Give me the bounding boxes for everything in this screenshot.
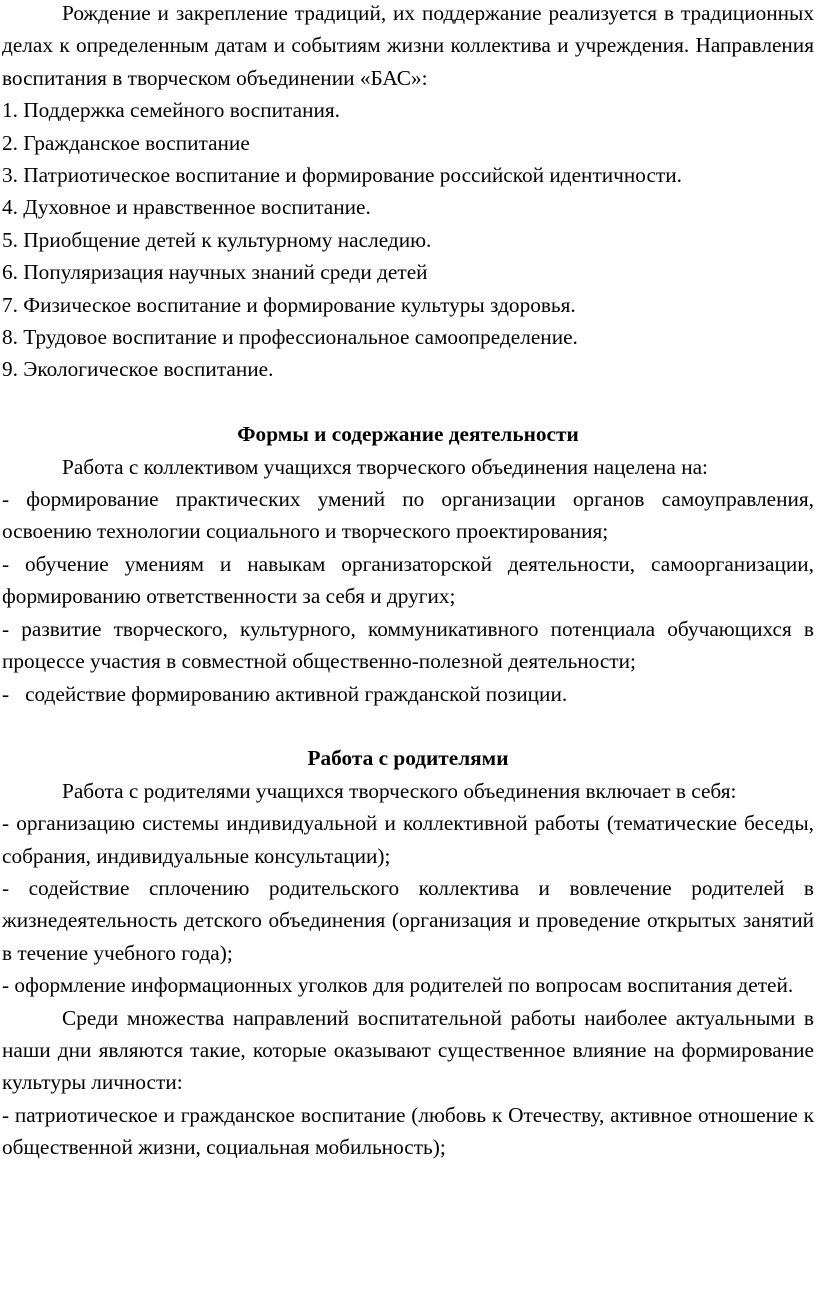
patriotic-item: - патриотическое и гражданское воспитание (любовь к Отечеству, активное отношение к общественной жизни, социальная мобильность);: [2, 1102, 814, 1160]
forms-item-4: - содействие формированию активной гражданской позиции.: [2, 681, 568, 706]
directions-list: [2, 94, 814, 386]
spacer: [2, 710, 814, 742]
parents-item-3: - оформление информационных уголков для родителей по вопросам воспитания детей.: [2, 973, 794, 998]
forms-item-1: - формирование практических умений по организации органов самоуправления, освоению технологии социального и творческого проектирования;: [2, 487, 814, 544]
parents-list: [2, 807, 814, 1001]
closing-paragraph: Среди множества направлений воспитательной работы наиболее актуальными в наши дни являются такие, которые оказывают существенное влияние на формирование культуры личности:: [2, 1005, 814, 1095]
direction-item-7: 7. Физическое воспитание и формирование культуры здоровья.: [2, 292, 576, 317]
forms-item-3: - развитие творческого, культурного, коммуникативного потенциала обучающихся в процессе участия в совместной общественно-полезной деятельности;: [2, 616, 814, 674]
parents-item-2: - содействие сплочению родительского коллектива и вовлечение родителей в жизнедеятельность детского объединения (организация и проведение открытых занятий в течение учебного года);: [2, 875, 814, 965]
forms-item-2: - обучение умениям и навыкам организаторской деятельности, самоорганизации, формированию ответственности за себя и других;: [2, 551, 814, 609]
forms-intro: Работа с коллективом учащихся творческого объединения нацелена на:: [62, 454, 708, 479]
direction-item-2: 2. Гражданское воспитание: [2, 130, 250, 155]
forms-list: [2, 483, 814, 710]
parents-item-1: - организацию системы индивидуальной и коллективной работы (тематические беседы, собрания, индивидуальные консультации);: [2, 811, 814, 868]
parents-heading: Работа с родителями: [307, 746, 509, 771]
parents-intro: Работа с родителями учащихся творческого объединения включает в себя:: [62, 778, 737, 803]
direction-item-4: 4. Духовное и нравственное воспитание.: [2, 195, 371, 220]
direction-item-8: 8. Трудовое воспитание и профессиональное самоопределение.: [2, 325, 578, 350]
direction-item-6: 6. Популяризация научных знаний среди детей: [2, 260, 428, 285]
direction-item-1: 1. Поддержка семейного воспитания.: [2, 98, 340, 123]
direction-item-9: 9. Экологическое воспитание.: [2, 357, 274, 382]
intro-paragraph: Рождение и закрепление традиций, их поддержание реализуется в традиционных делах к определенным датам и событиям жизни коллектива и учреждения. Направления воспитания в творческом объединении «БАС»:: [2, 1, 814, 90]
direction-item-5: 5. Приобщение детей к культурному наследию.: [2, 227, 432, 252]
direction-item-3: 3. Патриотическое воспитание и формирование российской идентичности.: [2, 163, 682, 188]
spacer: [2, 386, 814, 418]
forms-heading: Формы и содержание деятельности: [237, 422, 579, 447]
document-page: [2, 0, 814, 1164]
